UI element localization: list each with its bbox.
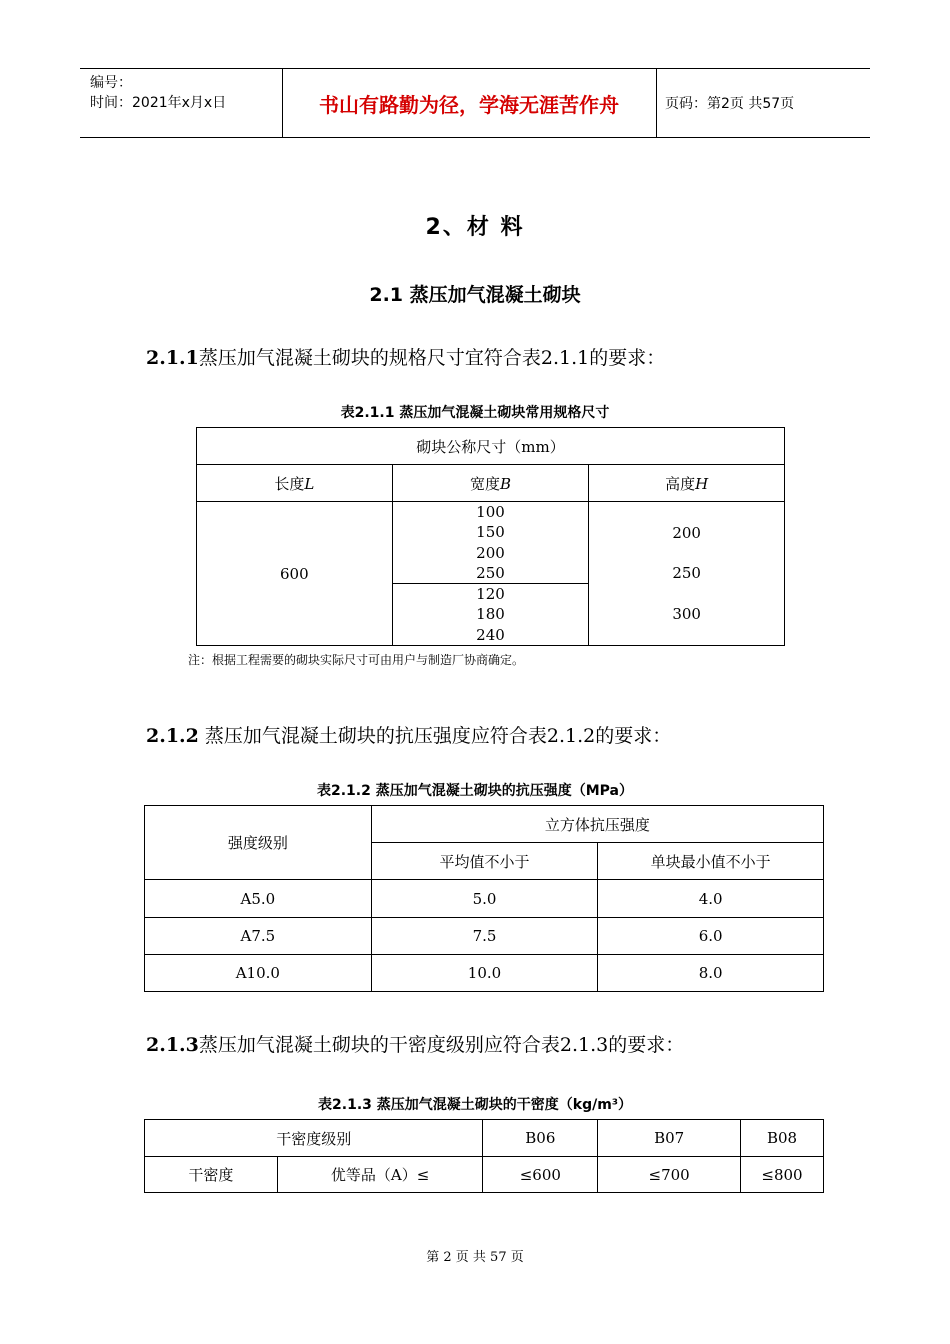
table2-group-header: 立方体抗压强度: [371, 806, 823, 843]
table1-length-cell: 600: [197, 502, 393, 646]
table2-min: 6.0: [598, 918, 824, 955]
clause-2-1-2: [146, 721, 671, 748]
table1-col-width: 宽度B: [392, 465, 589, 502]
header-motto: 书山有路勤为径，学海无涯苦作舟: [282, 69, 657, 137]
table3-value: ≤800: [741, 1157, 824, 1193]
table-compressive-strength: [144, 805, 824, 992]
clause-number: 2.1.3: [146, 1034, 199, 1056]
header-page-label: 页码：第2页 共57页: [665, 96, 795, 112]
section-heading: 2、材 料: [425, 215, 525, 240]
table3-grade-header: 干密度级别: [145, 1120, 483, 1157]
clause-text: 蒸压加气混凝土砌块的规格尺寸宜符合表2.1.1的要求：: [198, 347, 666, 369]
table1-widths-a: 100 150 200 250: [392, 502, 589, 584]
page-footer: 第 2 页 共 57 页: [426, 1250, 524, 1265]
clause-number: 2.1.1: [146, 347, 199, 369]
table-row: [145, 955, 824, 992]
table1-group-header: 砌块公称尺寸（mm）: [197, 428, 785, 465]
table3-row-sub: 优等品（A）≤: [277, 1157, 483, 1193]
table1-caption: 表2.1.1 蒸压加气混凝土砌块常用规格尺寸: [340, 405, 610, 421]
table2-min-header: 单块最小值不小于: [598, 843, 824, 880]
table-row: [145, 1157, 824, 1193]
table-dry-density: [144, 1119, 824, 1193]
table-block-sizes: [196, 427, 785, 646]
table1-heights: 200 250 300: [589, 502, 785, 646]
table2-caption: 表2.1.2 蒸压加气混凝土砌块的抗压强度（MPa）: [317, 783, 633, 799]
table3-level: B08: [741, 1120, 824, 1157]
clause-2-1-3: [146, 1030, 684, 1057]
table3-level: B06: [483, 1120, 598, 1157]
clause-text: 蒸压加气混凝土砌块的抗压强度应符合表2.1.2的要求：: [198, 725, 672, 747]
clause-number: 2.1.2: [146, 725, 199, 747]
table2-grade-header: 强度级别: [145, 806, 372, 880]
table3-value: ≤600: [483, 1157, 598, 1193]
table3-level: B07: [598, 1120, 741, 1157]
table1-col-length: 长度L: [197, 465, 393, 502]
table-row: [145, 918, 824, 955]
table2-min: 4.0: [598, 880, 824, 918]
table2-avg-header: 平均值不小于: [371, 843, 598, 880]
number-label: 编号：: [90, 75, 132, 91]
clause-text: 蒸压加气混凝土砌块的干密度级别应符合表2.1.3的要求：: [198, 1034, 685, 1056]
table2-avg: 5.0: [371, 880, 598, 918]
date-label: 时间：2021年x月x日: [90, 95, 227, 111]
table2-grade: A10.0: [145, 955, 372, 992]
page-header: [80, 68, 870, 138]
table2-avg: 10.0: [371, 955, 598, 992]
table3-caption: 表2.1.3 蒸压加气混凝土砌块的干密度（kg/m³）: [318, 1097, 632, 1113]
table2-min: 8.0: [598, 955, 824, 992]
table2-avg: 7.5: [371, 918, 598, 955]
table1-col-height: 高度H: [589, 465, 785, 502]
table-row: [145, 880, 824, 918]
table1-widths-b: 120 180 240: [392, 584, 589, 646]
table3-row-label: 干密度: [145, 1157, 278, 1193]
table2-grade: A7.5: [145, 918, 372, 955]
clause-2-1-1: [146, 343, 665, 370]
header-meta: [80, 69, 283, 137]
subsection-heading: 2.1 蒸压加气混凝土砌块: [369, 284, 581, 306]
table2-grade: A5.0: [145, 880, 372, 918]
table3-value: ≤700: [598, 1157, 741, 1193]
table1-note: 注：根据工程需要的砌块实际尺寸可由用户与制造厂协商确定。: [188, 653, 525, 667]
